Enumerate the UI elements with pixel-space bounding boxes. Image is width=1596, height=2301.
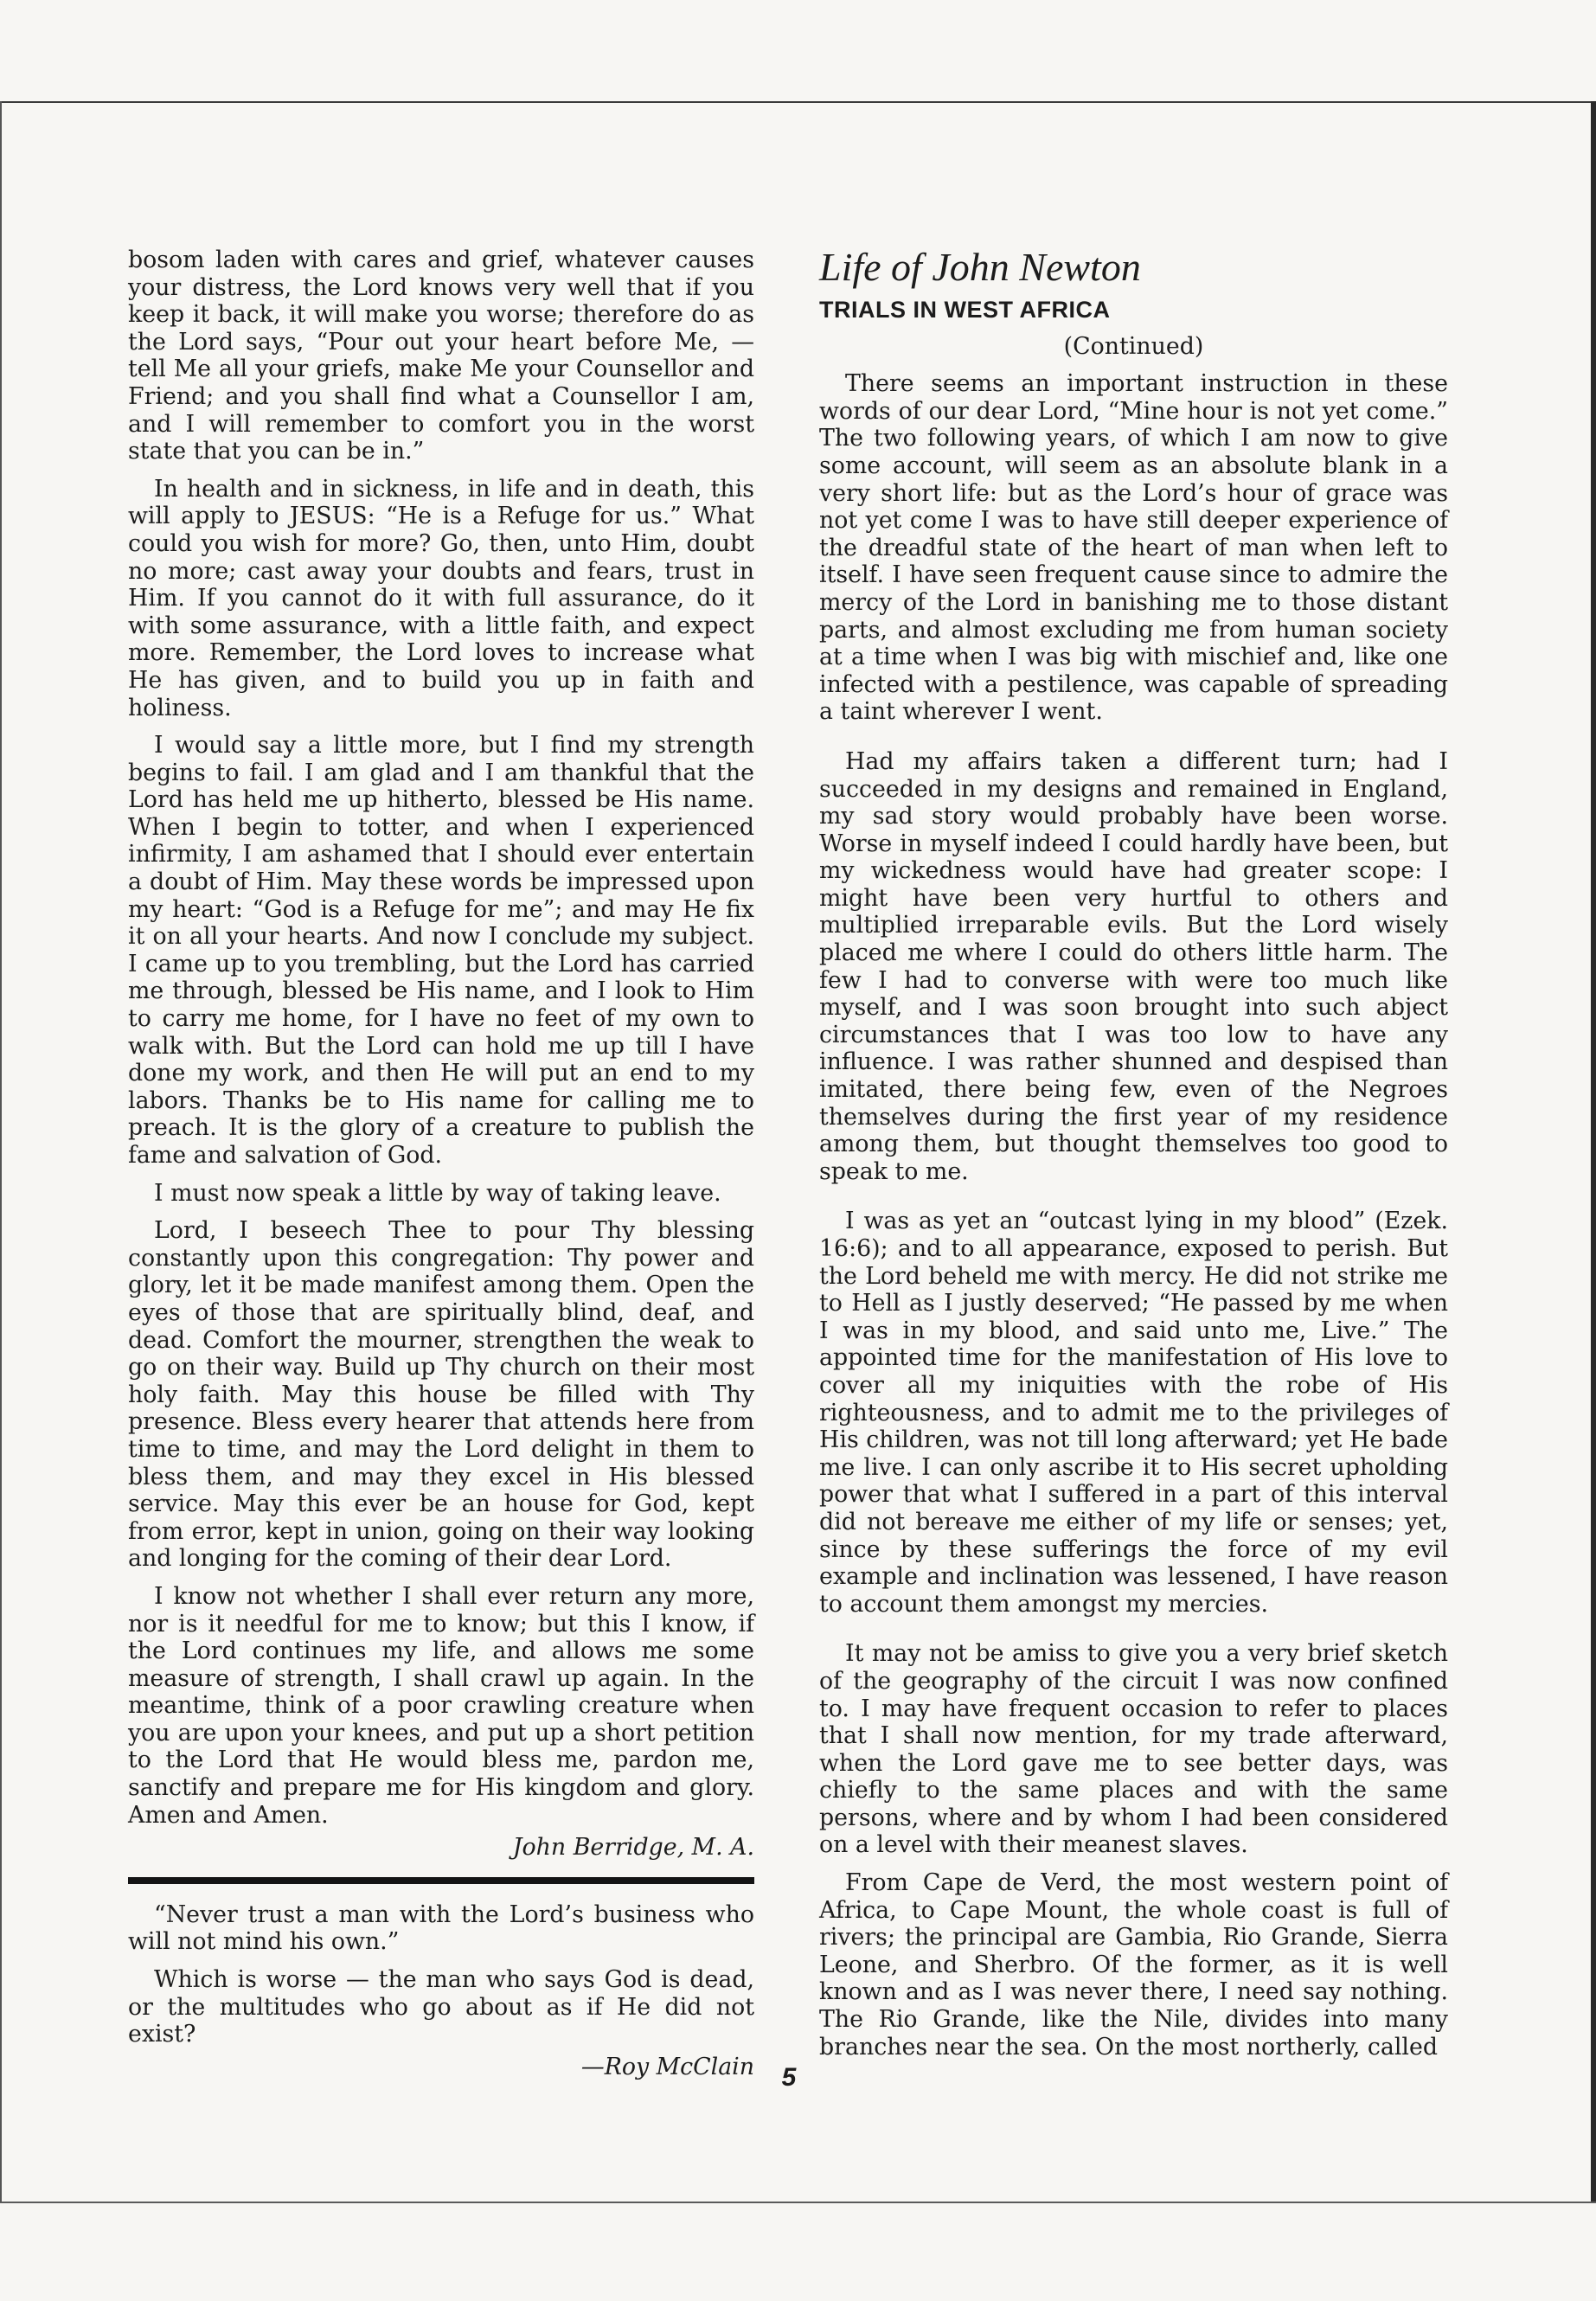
section-divider — [128, 1877, 754, 1884]
article-subtitle: TRIALS IN WEST AFRICA — [819, 297, 1111, 323]
sermon-signature: John Berridge, M. A. — [512, 1834, 754, 1862]
page-number: 5 — [781, 2063, 797, 2092]
sermon-paragraph: I must now speak a little by way of taking leave. — [154, 1179, 721, 1207]
article-paragraph: From Cape de Verd, the most western point of Africa, to Cape Mount, the whole coast is full of rivers; the principal are Gambia, Rio Grande, Sierra Leone, and Sherbro. Of the former, as it is well known and as I was never there, I need say nothing. The Rio Grande, like the Nile, divides into many branches near the sea. On the most northerly, called — [819, 1869, 1448, 2061]
scan-edge-left — [0, 101, 2, 2203]
scan-edge-right — [1591, 101, 1596, 2203]
article-paragraph: I was as yet an “outcast lying in my blood” (Ezek. 16:6); and to all appearance, exposed to perish. But the Lord beheld me with mercy. He did not strike me to Hell as I justly deserved; “He passed by me when I was in my blood, and said unto me, Live.” The appointed time for the manifestation of His love to cover all my iniquities with the robe of His righteousness, and to admit me to the privileges of His children, was not till long afterward; yet He bade me live. I can only ascribe it to His secret upholding power that what I suffered in a part of this interval did not bereave me either of my life or senses; yet, since by these sufferings the force of my evil example and inclination was lessened, I have reason to account them amongst my mercies. — [819, 1208, 1448, 1618]
right-column — [819, 247, 1448, 2071]
article-title: Life of John Newton — [819, 245, 1141, 289]
article-paragraph: It may not be amiss to give you a very brief sketch of the geography of the circuit I was now confined to. I may have frequent occasion to refer to places that I shall now mention, for my trade afterward, when the Lord gave me to see better days, was chiefly to the same places and with the same persons, where and by whom I had been considered on a level with their meanest slaves. — [819, 1640, 1448, 1859]
quote-line: Which is worse — the man who says God is dead, or the multitudes who go about as if He did not exist? — [128, 1966, 754, 2048]
article-paragraph: There seems an important instruction in these words of our dear Lord, “Mine hour is not yet come.” The two following years, of which I am now to give some account, will seem as an absolute blank in a very short life: but as the Lord’s hour of grace was not yet come I was to have still deeper experience of the dreadful state of the heart of man when left to itself. I have seen frequent cause since to admire the mercy of the Lord in banishing me to those distant parts, and almost excluding me from human society at a time when I was big with mischief and, like one infected with a pestilence, was capable of spreading a taint wherever I went. — [819, 370, 1448, 726]
quote-signature: —Roy McClain — [580, 2053, 754, 2080]
sermon-paragraph: In health and in sickness, in life and in death, this will apply to JESUS: “He is a Refuge for us.” What could you wish for more? Go, then, unto Him, doubt no more; cast away your doubts and fears, trust in Him. If you cannot do it with full assurance, do it with some assurance, with a little faith, and expect more. Remember, the Lord loves to increase what He has given, and to build you up in faith and holiness. — [128, 475, 754, 721]
scan-edge-bottom — [0, 2202, 1596, 2203]
quote-line: “Never trust a man with the Lord’s business who will not mind his own.” — [128, 1900, 754, 1956]
sermon-paragraph: Lord, I beseech Thee to pour Thy blessing constantly upon this congregation: Thy power and glory, let it be made manifest among them. Open the eyes of those that are spiritually blind, deaf, and dead. Comfort the mourner, strengthen the weak to go on their way. Build up Thy church on their most holy faith. May this house be filled with Thy presence. Bless every hearer that attends here from time to time, and may the Lord delight in them to bless them, and may they excel in His blessed service. May this ever be an house for God, kept from error, kept in union, going on their way looking and longing for the coming of their dear Lord. — [128, 1217, 754, 1573]
sermon-paragraph: I know not whether I shall ever return any more, nor is it needful for me to know; but this I know, if the Lord continues my life, and allows me some measure of strength, I shall crawl up again. In the meantime, think of a poor crawling creature when you are upon your knees, and put up a short petition to the Lord that He would bless me, pardon me, sanctify and prepare me for His kingdom and glory. Amen and Amen. — [128, 1582, 754, 1829]
scan-edge-top — [0, 101, 1596, 103]
sermon-paragraph: I would say a little more, but I find my strength begins to fail. I am glad and I am thankful that the Lord has held me up hitherto, blessed be His name. When I begin to totter, and when I experienced infirmity, I am ashamed that I should ever entertain a doubt of Him. May these words be impressed upon my heart: “God is a Refuge for me”; and may He fix it on all your hearts. And now I conclude my subject. I came up to you trembling, but the Lord has carried me through, blessed be His name, and I look to Him to carry me home, for I have no feet of my own to walk with. But the Lord can hold me up till I have done my work, and then He will put an end to my labors. Thanks be to His name for calling me to preach. It is the glory of a creature to publish the fame and salvation of God. — [128, 732, 754, 1169]
sermon-paragraph: bosom laden with cares and grief, whatever causes your distress, the Lord knows very well that if you keep it back, it will make you worse; therefore do as the Lord says, “Pour out your heart before Me, — tell Me all your griefs, make Me your Counsellor and Friend; and you shall find what a Counsellor I am, and I will remember to comfort you in the worst state that you can be in.” — [128, 247, 754, 465]
left-column — [128, 247, 754, 2080]
article-paragraph: Had my affairs taken a different turn; had I succeeded in my designs and remained in England, my sad story would probably have been worse. Worse in myself indeed I could hardly have been, but my wickedness would have had greater scope: I might have been very hurtful to others and multiplied irreparable evils. But the Lord wisely placed me where I could do others little harm. The few I had to converse with were too much like myself, and I was soon brought into such abject circumstances that I was too low to have any influence. I was rather shunned and despised than imitated, there being few, even of the Negroes themselves during the first year of my residence among them, but thought themselves too good to speak to me. — [819, 747, 1448, 1185]
continued-label: (Continued) — [1063, 332, 1204, 360]
